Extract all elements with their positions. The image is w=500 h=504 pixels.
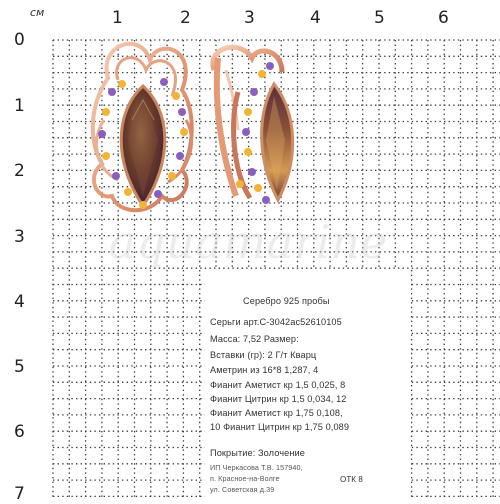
tag-line-ametrine: Аметрин из 16*8 1,287, 4 [210,365,319,375]
tag-line-silver: Серебро 925 пробы [243,296,330,306]
x-tick-6: 6 [438,8,449,28]
tag-stamp: ОТК 8 [340,475,363,484]
tag-line-town: п. Красное-на-Волге [210,474,280,483]
tag-line-article: Серьги арт.С-3042ас52610105 [210,317,342,327]
y-tick-0: 0 [14,30,25,50]
watermark-text: aquamarine [108,215,388,269]
tag-line-amethyst-15: Фианит Аметист кр 1,5 0,025, 8 [210,380,346,390]
ruler-unit-label: см [30,6,45,19]
y-tick-1: 1 [14,96,25,116]
tag-line-inserts: Вставки (гр): 2 Г/т Кварц [210,350,317,360]
tag-line-street: ул. Советская д.39 [210,485,275,494]
earring-front [93,44,192,210]
tag-line-amethyst-175: Фианит Аметист кр 1,75 0,108, [210,408,343,418]
product-tag [205,270,410,500]
earring-side [213,47,293,204]
tag-line-citrine-175: 10 Фианит Цитрин кр 1,75 0,089 [210,422,350,432]
tag-line-mass: Масса: 7,52 Размер: [210,334,299,344]
tag-line-coating: Покрытие: Золочение [210,448,305,458]
x-tick-5: 5 [374,8,385,28]
x-tick-2: 2 [180,8,191,28]
x-tick-4: 4 [310,8,321,28]
x-tick-3: 3 [244,8,255,28]
y-tick-6: 6 [14,422,25,442]
y-tick-7: 7 [14,484,25,504]
tag-line-citrine-15: Фианит Цитрин кр 1,5 0,034, 12 [210,394,347,404]
y-tick-3: 3 [14,227,25,247]
x-tick-1: 1 [112,8,123,28]
y-tick-4: 4 [14,292,25,312]
tag-line-maker: ИП Черкасова Т.В. 157940, [210,463,303,472]
y-tick-5: 5 [14,357,25,377]
y-tick-2: 2 [14,161,25,181]
